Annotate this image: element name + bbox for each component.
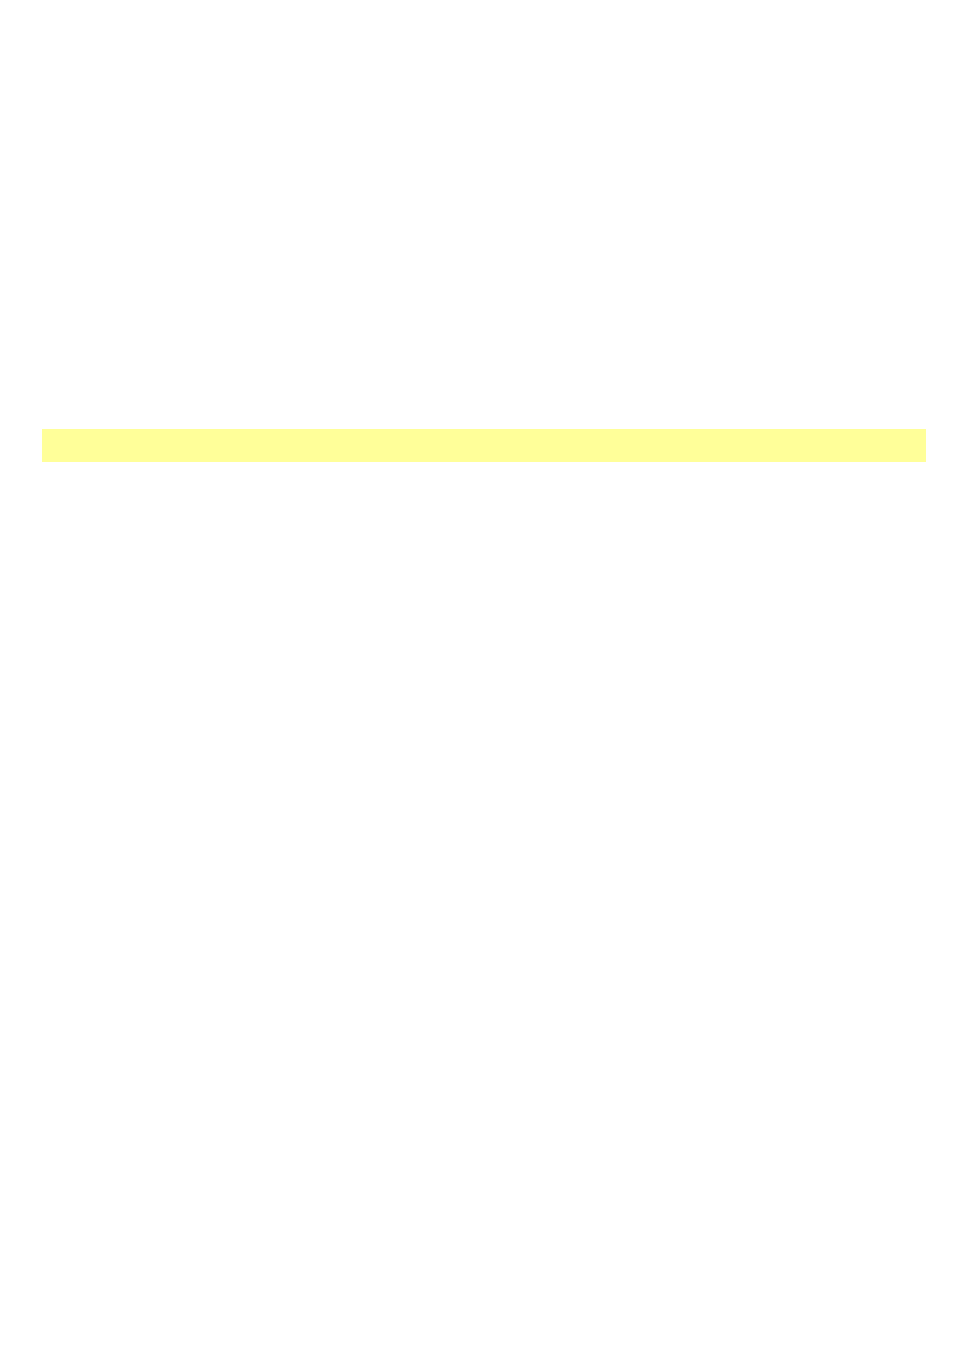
category-banner xyxy=(42,429,926,462)
